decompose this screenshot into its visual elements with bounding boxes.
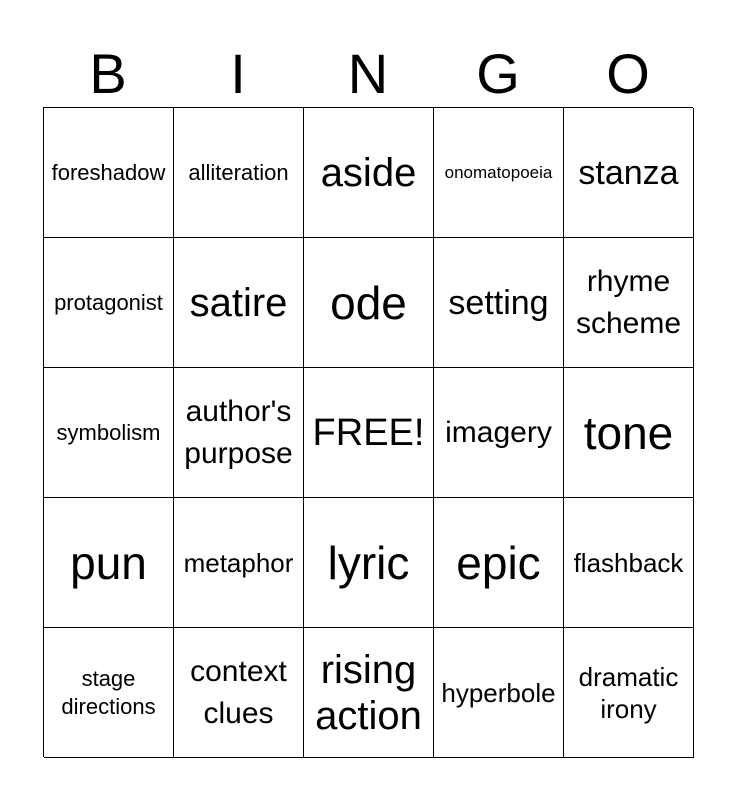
bingo-cell bbox=[304, 498, 434, 628]
cell-text: author's purpose bbox=[184, 394, 293, 470]
bingo-cell bbox=[304, 628, 434, 758]
bingo-cell bbox=[44, 108, 174, 238]
bingo-cell bbox=[44, 498, 174, 628]
cell-text: epic bbox=[456, 536, 541, 589]
header-letter-i: I bbox=[230, 42, 246, 105]
cell-text: stage directions bbox=[61, 665, 156, 719]
bingo-cell bbox=[564, 628, 694, 758]
cell-text: protagonist bbox=[54, 289, 163, 315]
cell-text: setting bbox=[448, 283, 549, 322]
bingo-cell bbox=[434, 368, 564, 498]
bingo-cell bbox=[44, 628, 174, 758]
cell-text: satire bbox=[189, 280, 288, 325]
bingo-cell bbox=[434, 108, 564, 238]
cell-text: pun bbox=[70, 536, 147, 589]
cell-text: flashback bbox=[573, 547, 684, 578]
bingo-cell bbox=[174, 368, 304, 498]
header-letter-o: O bbox=[606, 42, 650, 105]
bingo-cell bbox=[174, 498, 304, 628]
header-letter-g: G bbox=[476, 42, 520, 105]
bingo-cell bbox=[44, 238, 174, 368]
cell-text: ode bbox=[330, 276, 407, 329]
cell-text: rhyme scheme bbox=[575, 264, 682, 340]
cell-text: aside bbox=[320, 150, 417, 195]
cell-text: stanza bbox=[578, 153, 679, 192]
free-space-text: FREE! bbox=[312, 411, 425, 454]
cell-text: foreshadow bbox=[51, 159, 166, 185]
bingo-header bbox=[43, 42, 693, 106]
cell-text: rising action bbox=[315, 647, 422, 738]
cell-text: alliteration bbox=[188, 159, 289, 185]
bingo-cell bbox=[564, 108, 694, 238]
cell-text: context clues bbox=[190, 654, 287, 730]
bingo-cell bbox=[434, 238, 564, 368]
bingo-cell bbox=[564, 238, 694, 368]
cell-text: metaphor bbox=[183, 547, 294, 578]
bingo-cell bbox=[174, 628, 304, 758]
cell-text: dramatic irony bbox=[578, 661, 679, 724]
header-letter-n: N bbox=[347, 42, 389, 105]
bingo-cell bbox=[174, 108, 304, 238]
bingo-board bbox=[43, 107, 693, 757]
cell-text: lyric bbox=[327, 536, 410, 589]
cell-text: onomatopoeia bbox=[444, 162, 553, 182]
bingo-cell bbox=[434, 628, 564, 758]
cell-text: imagery bbox=[445, 415, 552, 449]
bingo-cell bbox=[174, 238, 304, 368]
free-space-cell bbox=[304, 368, 434, 498]
header-letter-b: B bbox=[89, 42, 127, 105]
bingo-cell bbox=[304, 238, 434, 368]
cell-text: tone bbox=[583, 406, 674, 459]
cell-text: hyperbole bbox=[441, 677, 556, 708]
bingo-cell bbox=[44, 368, 174, 498]
cell-text: symbolism bbox=[56, 419, 161, 445]
bingo-cell bbox=[564, 368, 694, 498]
bingo-cell bbox=[434, 498, 564, 628]
bingo-cell bbox=[564, 498, 694, 628]
bingo-cell bbox=[304, 108, 434, 238]
